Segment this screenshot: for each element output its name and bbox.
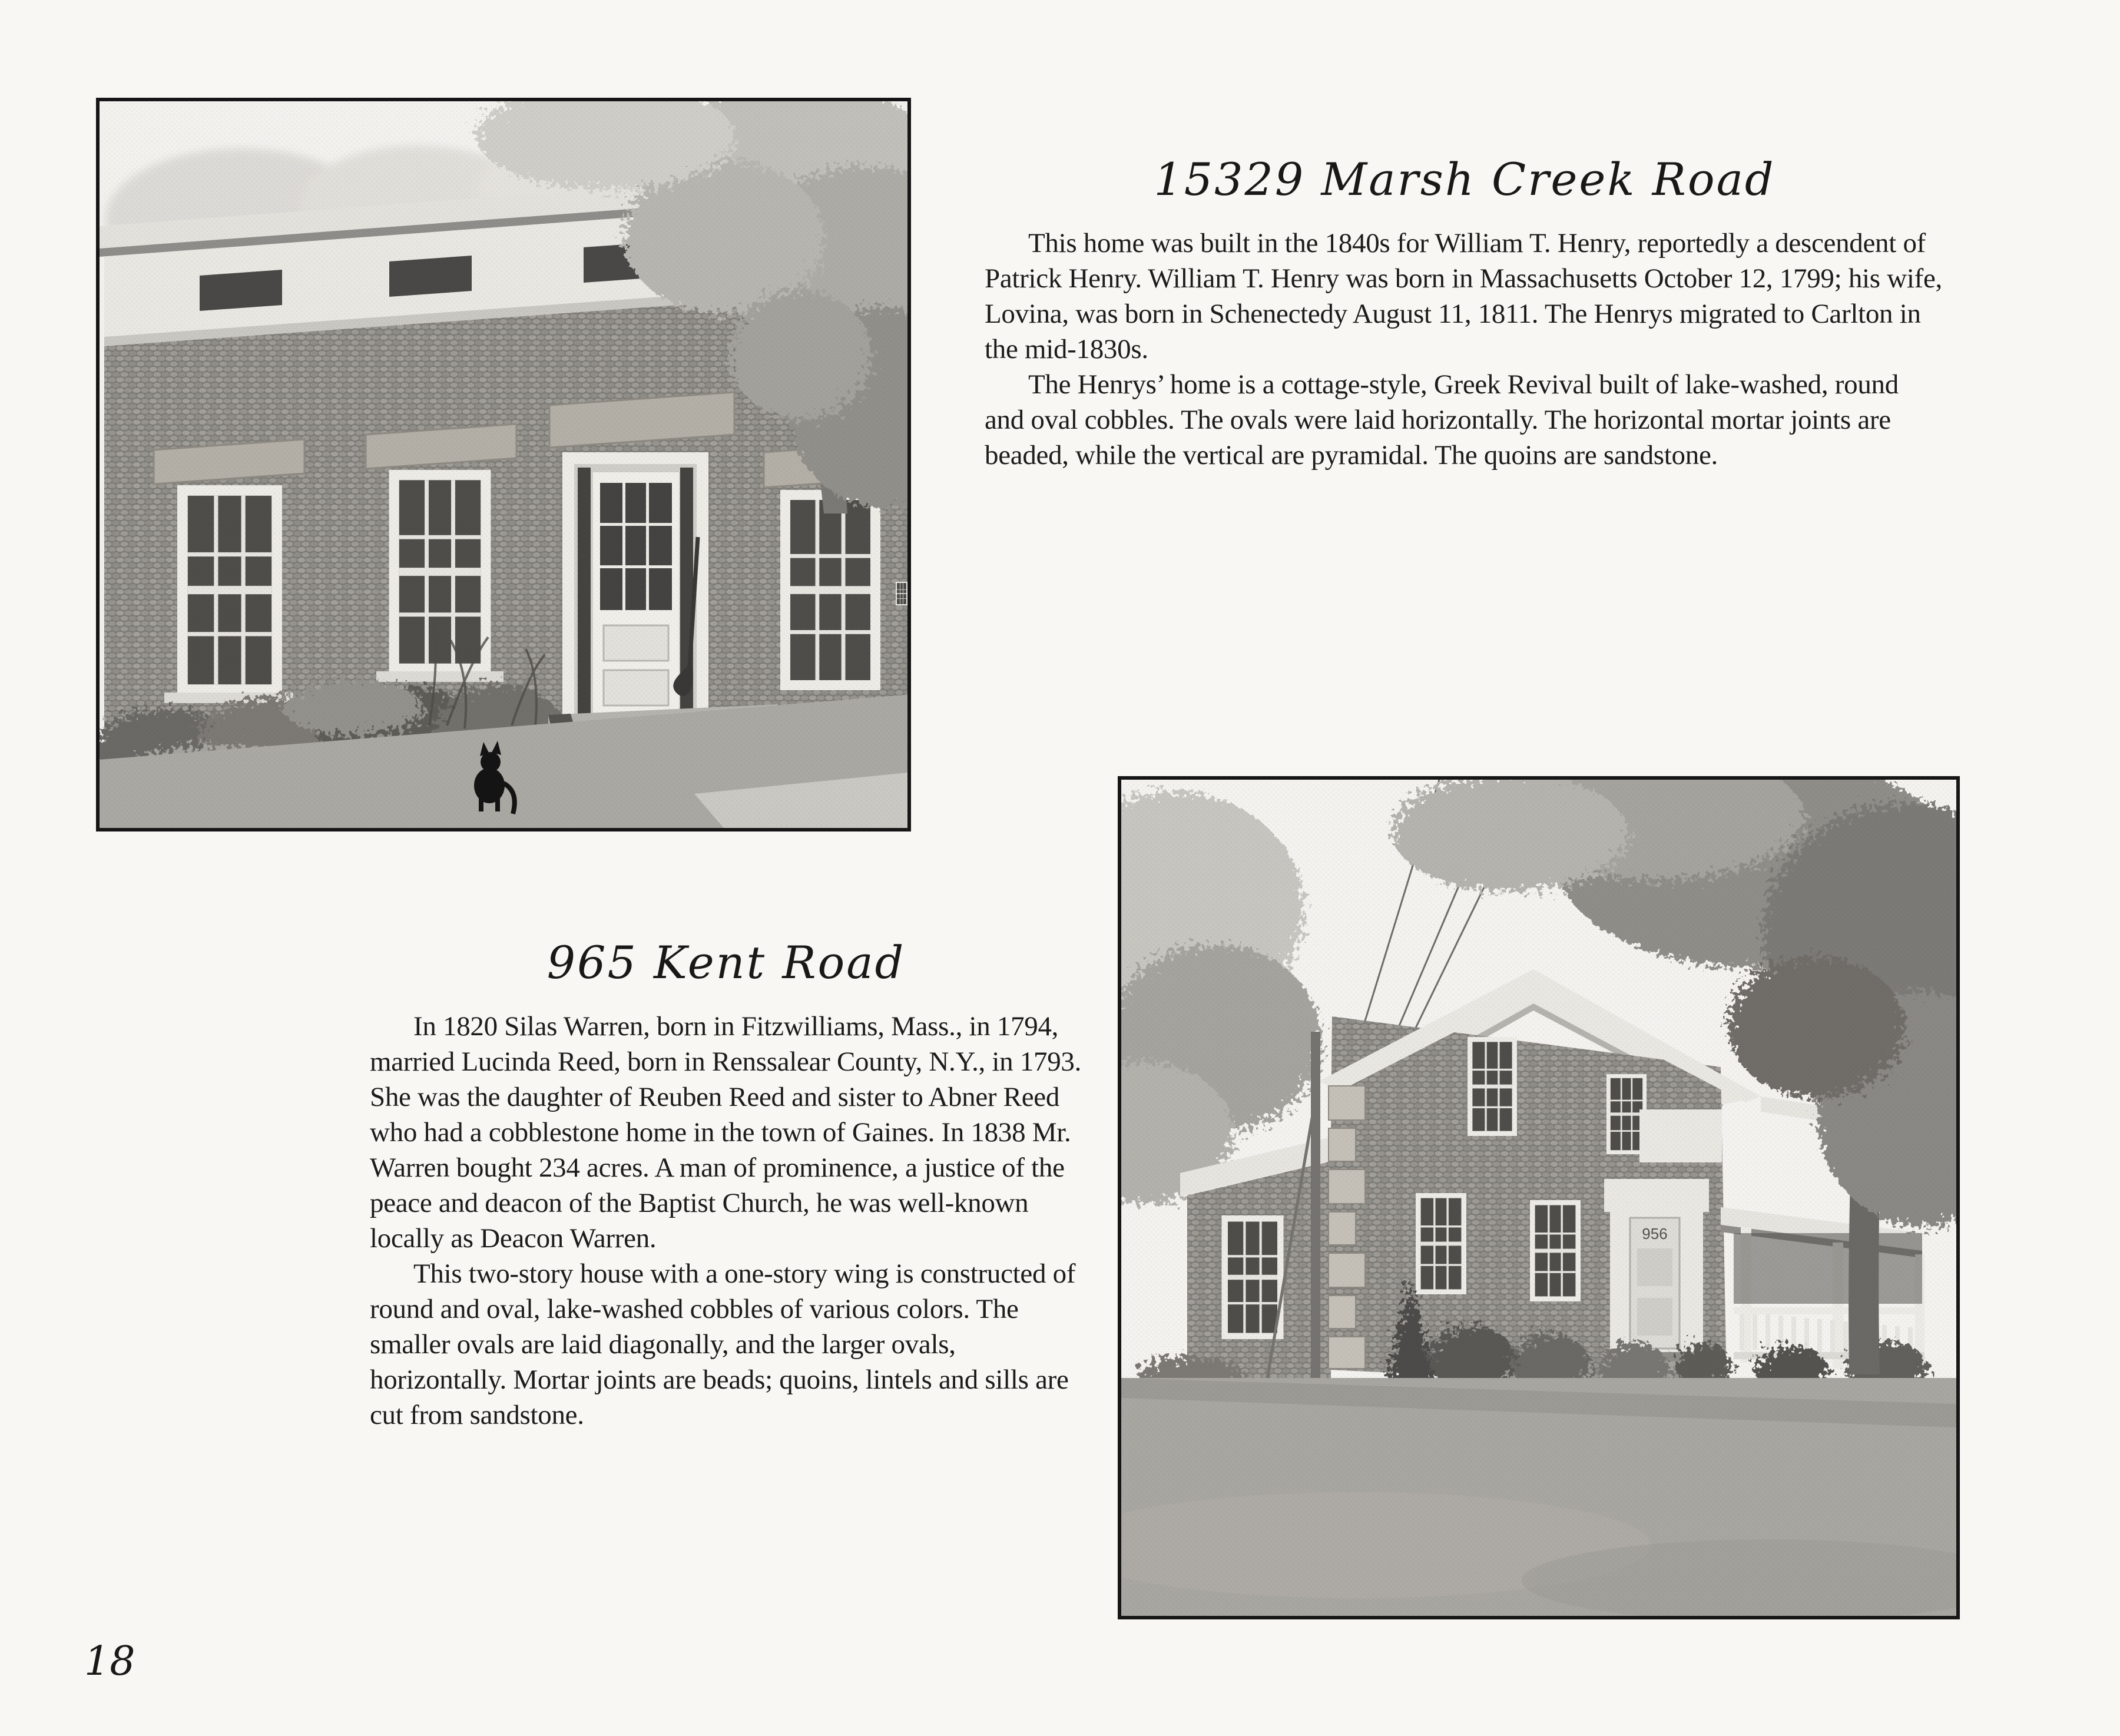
paragraph-marsh-creek-1: This home was built in the 1840s for William T. Henry, reportedly a descendent of Patrick Henry. William T. Henry was born in Massachusetts October 12, 1799; his wife, Lovina, was born in Schenectedy August 11, 1811. The Henrys migrated to Carlton in the mid-1830s. — [985, 228, 1942, 365]
photo-kent-road-house — [1118, 776, 1960, 1619]
section-heading-marsh-creek: 15329 Marsh Creek Road — [1154, 153, 1776, 206]
paragraph-kent-road-1: In 1820 Silas Warren, born in Fitzwilliams, Mass., in 1794, married Lucinda Reed, born in Renssalear County, N.Y., in 1793. She was the daughter of Reuben Reed and sister to Abner Reed who had a cobblestone home in the town of Gaines. In 1838 Mr. Warren bought 234 acres. A man of prominence, a justice of the peace and deacon of the Baptist Church, he was well-known locally as Deacon Warren. — [370, 1011, 1082, 1254]
section-kent-road — [370, 937, 1082, 1433]
halftone-overlay — [1121, 780, 1956, 1616]
paragraph-marsh-creek-2: The Henrys’ home is a cottage-style, Greek Revival built of lake-washed, round and oval cobbles. The ovals were laid horizontally. The horizontal mortar joints are beaded, while the vertical are pyramidal. The quoins are sandstone. — [985, 369, 1899, 471]
paragraph-kent-road-2: This two-story house with a one-story wing is constructed of round and oval, lake-washed cobbles of various colors. The smaller ovals are laid diagonally, and the larger ovals, horizontally. Mortar joints are beads; quoins, lintels and sills are cut from sandstone. — [370, 1258, 1076, 1431]
photo-marsh-creek-house — [96, 98, 911, 831]
halftone-overlay — [100, 101, 907, 828]
section-marsh-creek-road — [985, 154, 1945, 473]
section-heading-kent-road: 965 Kent Road — [546, 936, 906, 989]
kent-road-house-illustration — [1121, 780, 1956, 1616]
page-number: 18 — [84, 1638, 135, 1685]
marsh-creek-house-illustration — [100, 101, 907, 828]
